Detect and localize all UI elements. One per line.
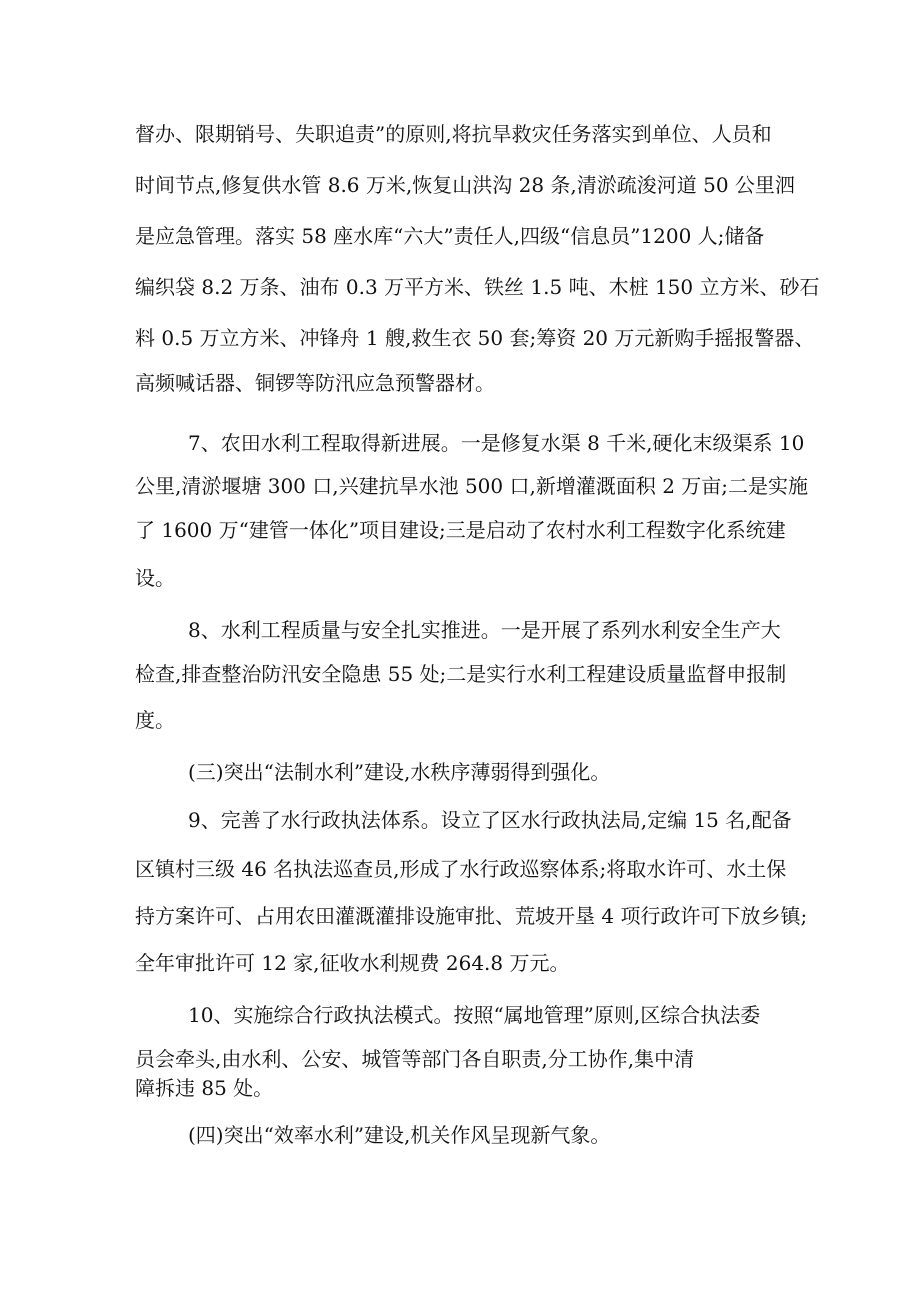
text-line: 料 0.5 万立方米、冲锋舟 1 艘,救生衣 50 套;筹资 20 万元新购手摇报警器、 — [135, 326, 815, 350]
text-line: 度。 — [135, 708, 175, 732]
text-line: 编织袋 8.2 万条、油布 0.3 万平方米、铁丝 1.5 吨、木桩 150 立方米、砂石 — [135, 275, 820, 299]
text-line: 是应急管理。落实 58 座水库“六大”责任人,四级“信息员”1200 人;储备 — [135, 224, 765, 248]
text-line: 督办、限期销号、失职追责”的原则,将抗旱救灾任务落实到单位、人员和 — [135, 122, 772, 146]
text-line: 持方案许可、占用农田灌溉灌排设施审批、荒坡开垦 4 项行政许可下放乡镇; — [135, 904, 808, 928]
text-line: 检查,排查整治防汛安全隐患 55 处;二是实行水利工程建设质量监督申报制 — [135, 662, 787, 686]
section-heading-4: (四)突出“效率水利”建设,机关作风呈现新气象。 — [188, 1123, 611, 1147]
text-line: 障拆违 85 处。 — [135, 1076, 274, 1100]
text-line: 区镇村三级 46 名执法巡查员,形成了水行政巡察体系;将取水许可、水土保 — [135, 857, 787, 881]
section-heading-3: (三)突出“法制水利”建设,水秩序薄弱得到强化。 — [188, 760, 611, 784]
text-line: 全年审批许可 12 家,征收水利规费 264.8 万元。 — [135, 951, 570, 975]
text-line: 高频喊话器、铜锣等防汛应急预警器材。 — [135, 371, 495, 395]
paragraph-9-line: 9、完善了水行政执法体系。设立了区水行政执法局,定编 15 名,配备 — [188, 808, 792, 832]
paragraph-8-line: 8、水利工程质量与安全扎实推进。一是开展了系列水利安全生产大 — [188, 618, 781, 642]
text-line: 公里,清淤堰塘 300 口,兴建抗旱水池 500 口,新增灌溉面积 2 万亩;二是实施 — [135, 474, 809, 498]
text-line: 员会牵头,由水利、公安、城管等部门各自职责,分工协作,集中清 — [135, 1047, 695, 1071]
paragraph-10-line: 10、实施综合行政执法模式。按照“属地管理”原则,区综合执法委 — [188, 1003, 761, 1027]
paragraph-7-line: 7、农田水利工程取得新进展。一是修复水渠 8 千米,硬化末级渠系 10 — [188, 431, 805, 455]
text-line: 时间节点,修复供水管 8.6 万米,恢复山洪沟 28 条,清淤疏浚河道 50 公里泗 — [135, 173, 795, 197]
text-line: 了 1600 万“建管一体化”项目建设;三是启动了农村水利工程数字化系统建 — [135, 518, 786, 542]
text-line: 设。 — [135, 566, 175, 590]
